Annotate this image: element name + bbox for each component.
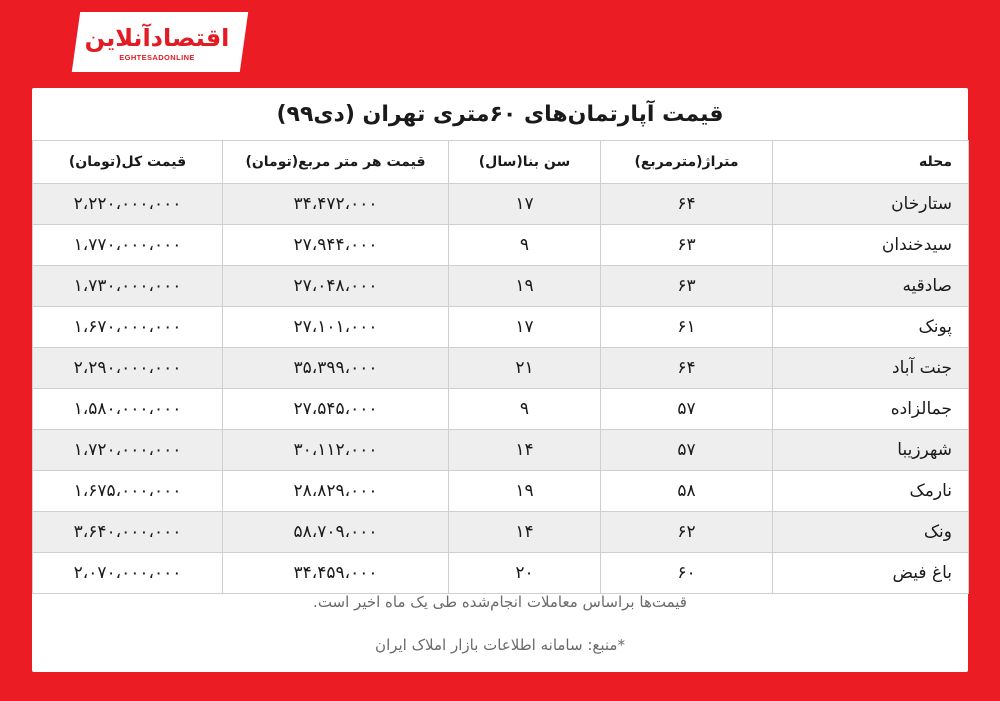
cell-building-age: ۱۴: [449, 512, 601, 553]
cell-area: ۵۸: [601, 471, 773, 512]
cell-neighborhood: ونک: [773, 512, 969, 553]
cell-total-price: ۲،۲۲۰،۰۰۰،۰۰۰: [33, 184, 223, 225]
cell-area: ۵۷: [601, 389, 773, 430]
table-row: [33, 348, 969, 389]
cell-total-price: ۱،۷۳۰،۰۰۰،۰۰۰: [33, 266, 223, 307]
logo-persian-text: اقتصادآنلاین: [84, 23, 230, 52]
cell-price-per-sqm: ۳۴،۴۷۲،۰۰۰: [223, 184, 449, 225]
table-row: [33, 184, 969, 225]
header-total-price: قیمت کل(تومان): [33, 141, 223, 184]
logo: [82, 18, 232, 68]
cell-building-age: ۹: [449, 225, 601, 266]
header-price-per-sqm: قیمت هر متر مربع(تومان): [223, 141, 449, 184]
cell-neighborhood: صادقیه: [773, 266, 969, 307]
cell-total-price: ۱،۷۷۰،۰۰۰،۰۰۰: [33, 225, 223, 266]
cell-price-per-sqm: ۳۰،۱۱۲،۰۰۰: [223, 430, 449, 471]
cell-building-age: ۱۴: [449, 430, 601, 471]
table-row: [33, 225, 969, 266]
table-row: [33, 307, 969, 348]
logo-english-text: EGHTESADONLINE: [119, 52, 195, 62]
cell-total-price: ۱،۵۸۰،۰۰۰،۰۰۰: [33, 389, 223, 430]
header-neighborhood: محله: [773, 141, 969, 184]
table-row: [33, 389, 969, 430]
footnote-source: *منبع: سامانه اطلاعات بازار املاک ایران: [375, 636, 625, 654]
table-row: [33, 512, 969, 553]
footnote-price-basis: قیمت‌ها براساس معاملات انجام‌شده طی یک ماه اخیر است.: [313, 593, 687, 611]
header-building-age: سن بنا(سال): [449, 141, 601, 184]
table-row: [33, 471, 969, 512]
table-title: قیمت آپارتمان‌های ۶۰متری تهران (دی۹۹): [276, 101, 724, 127]
cell-neighborhood: سیدخندان: [773, 225, 969, 266]
cell-building-age: ۱۹: [449, 266, 601, 307]
cell-building-age: ۱۷: [449, 307, 601, 348]
price-table: [32, 140, 969, 594]
cell-area: ۶۰: [601, 553, 773, 594]
cell-price-per-sqm: ۲۷،۵۴۵،۰۰۰: [223, 389, 449, 430]
cell-neighborhood: شهرزیبا: [773, 430, 969, 471]
cell-total-price: ۱،۷۲۰،۰۰۰،۰۰۰: [33, 430, 223, 471]
cell-total-price: ۱،۶۷۵،۰۰۰،۰۰۰: [33, 471, 223, 512]
cell-area: ۶۳: [601, 225, 773, 266]
cell-price-per-sqm: ۲۸،۸۲۹،۰۰۰: [223, 471, 449, 512]
cell-neighborhood: ستارخان: [773, 184, 969, 225]
cell-building-age: ۹: [449, 389, 601, 430]
cell-area: ۶۴: [601, 184, 773, 225]
cell-building-age: ۲۰: [449, 553, 601, 594]
cell-total-price: ۱،۶۷۰،۰۰۰،۰۰۰: [33, 307, 223, 348]
cell-price-per-sqm: ۳۵،۳۹۹،۰۰۰: [223, 348, 449, 389]
cell-total-price: ۳،۶۴۰،۰۰۰،۰۰۰: [33, 512, 223, 553]
cell-building-age: ۱۷: [449, 184, 601, 225]
cell-area: ۶۳: [601, 266, 773, 307]
header-area: متراژ(مترمربع): [601, 141, 773, 184]
table-row: [33, 266, 969, 307]
cell-price-per-sqm: ۵۸،۷۰۹،۰۰۰: [223, 512, 449, 553]
cell-price-per-sqm: ۳۴،۴۵۹،۰۰۰: [223, 553, 449, 594]
cell-neighborhood: پونک: [773, 307, 969, 348]
table-row: [33, 430, 969, 471]
cell-neighborhood: جنت آباد: [773, 348, 969, 389]
cell-total-price: ۲،۲۹۰،۰۰۰،۰۰۰: [33, 348, 223, 389]
cell-area: ۶۴: [601, 348, 773, 389]
table-row: [33, 553, 969, 594]
price-table-card: [32, 88, 968, 672]
cell-building-age: ۲۱: [449, 348, 601, 389]
cell-neighborhood: نارمک: [773, 471, 969, 512]
cell-neighborhood: جمالزاده: [773, 389, 969, 430]
cell-total-price: ۲،۰۷۰،۰۰۰،۰۰۰: [33, 553, 223, 594]
cell-price-per-sqm: ۲۷،۰۴۸،۰۰۰: [223, 266, 449, 307]
cell-area: ۶۲: [601, 512, 773, 553]
cell-building-age: ۱۹: [449, 471, 601, 512]
cell-price-per-sqm: ۲۷،۱۰۱،۰۰۰: [223, 307, 449, 348]
cell-price-per-sqm: ۲۷،۹۴۴،۰۰۰: [223, 225, 449, 266]
cell-neighborhood: باغ فیض: [773, 553, 969, 594]
cell-area: ۵۷: [601, 430, 773, 471]
table-header-row: [33, 141, 969, 184]
cell-area: ۶۱: [601, 307, 773, 348]
